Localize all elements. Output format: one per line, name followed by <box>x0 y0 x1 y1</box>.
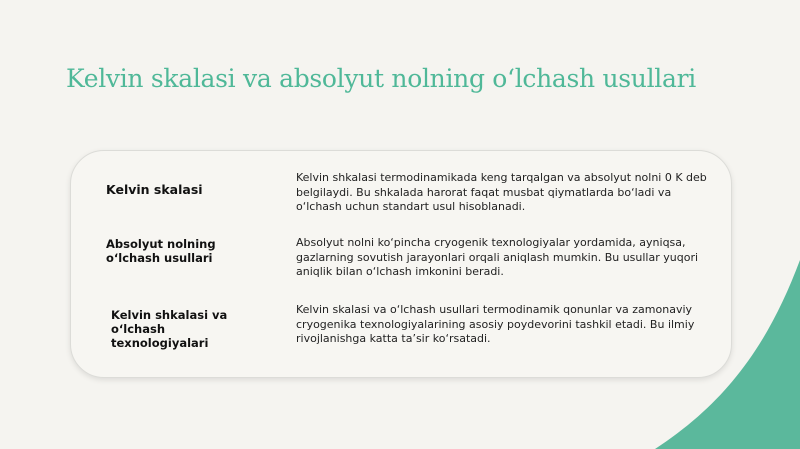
row-label-kelvin-technologies: Kelvin shkalasi va o‘lchash texnologiyalari <box>111 308 228 350</box>
row-label-kelvin-scale: Kelvin skalasi <box>106 182 203 197</box>
row-text-absolute-zero-methods: Absolyut nolni ko‘pincha cryogenik texnologiyalar yordamida, ayniqsa, gazlarning sovutish jarayonlari orqali aniqlash mumkin. Bu usullar yuqori aniqlik bilan o‘lchash imkonini beradi. <box>296 236 699 278</box>
slide-title: Kelvin skalasi va absolyut nolning o‘lchash usullari <box>66 64 696 93</box>
row-text-kelvin-technologies: Kelvin skalasi va o‘lchash usullari termodinamik qonunlar va zamonaviy cryogenika texnologiyalarining asosiy poydevorini tashkil etadi. Bu ilmiy rivojlanishga katta ta’sir ko‘rsatadi. <box>296 303 695 345</box>
row-label-absolute-zero-methods: Absolyut nolning o‘lchash usullari <box>106 237 216 265</box>
row-text-kelvin-scale: Kelvin shkalasi termodinamikada keng tarqalgan va absolyut nolni 0 K deb belgilaydi. Bu shkalada harorat faqat musbat qiymatlarda bo‘ladi va o‘lchash uchun standart usul hisoblanadi. <box>296 171 707 213</box>
